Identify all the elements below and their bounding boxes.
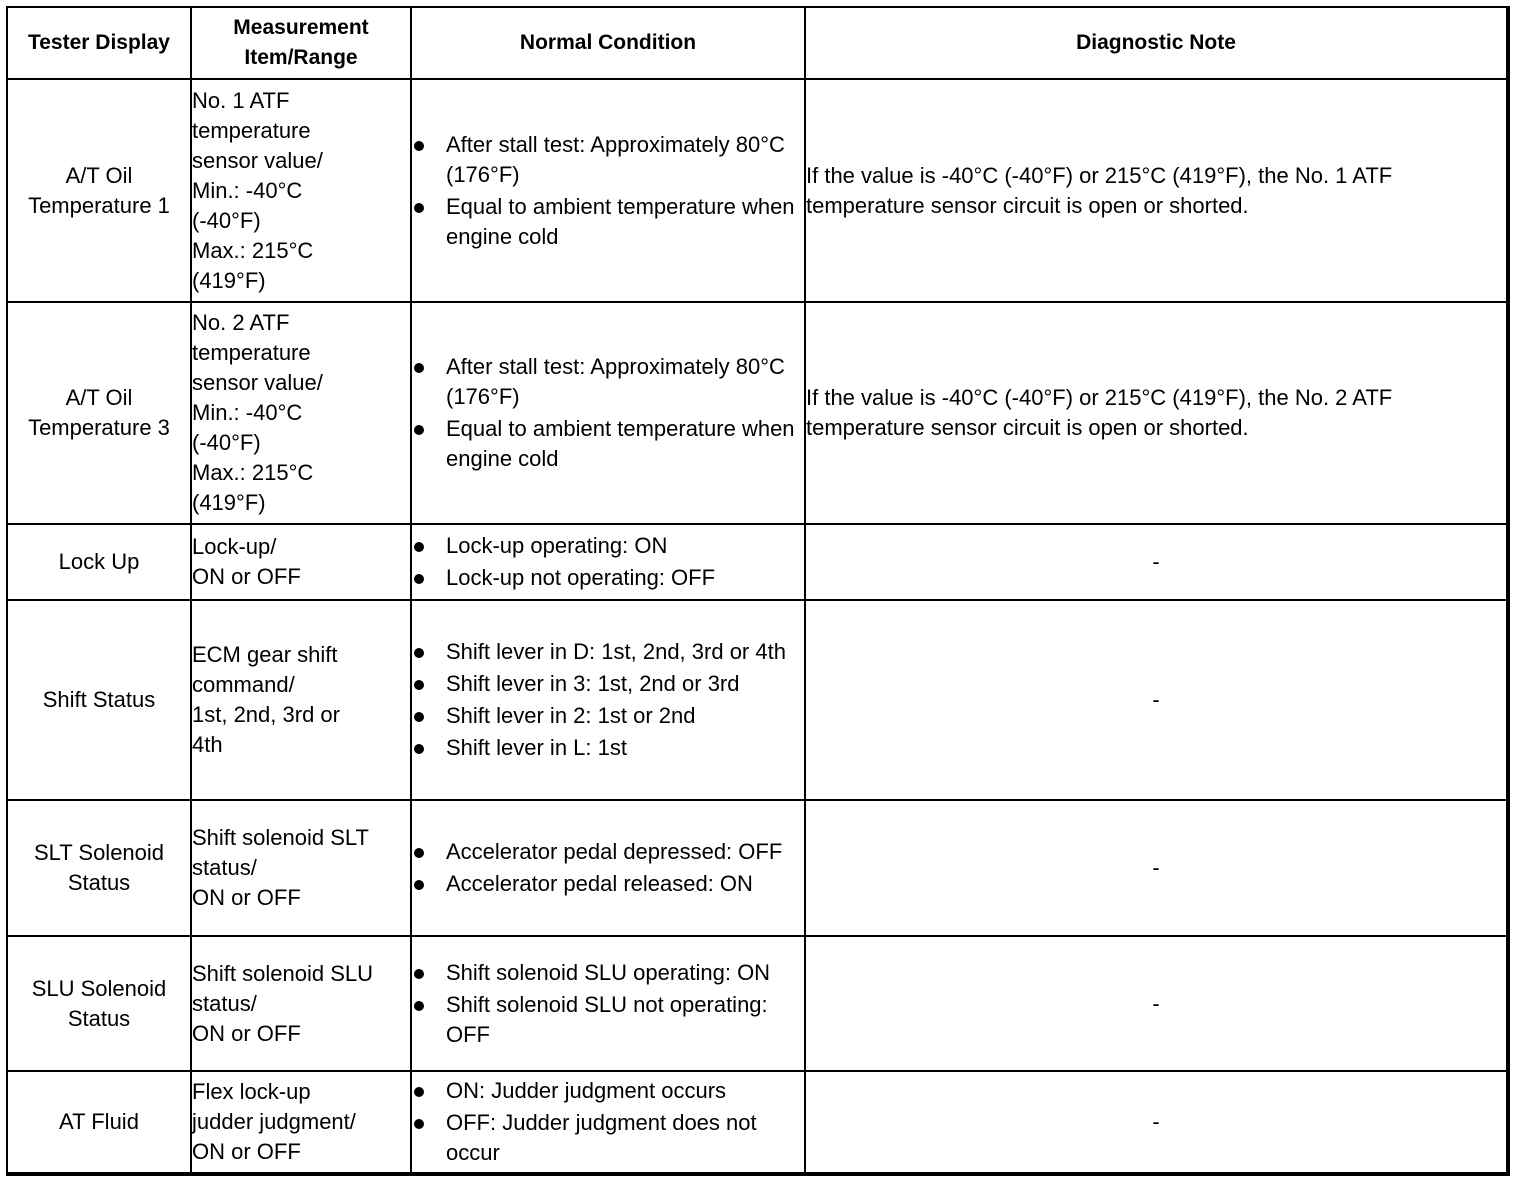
diagnostic-note-cell: - xyxy=(805,600,1508,800)
table-row xyxy=(7,79,1508,302)
table-row xyxy=(7,600,1508,800)
normal-condition-cell xyxy=(411,524,805,600)
table-body xyxy=(7,79,1508,1174)
diagnostic-note-cell: - xyxy=(805,1071,1508,1174)
header-measurement: Measurement Item/Range xyxy=(191,7,411,79)
table-row xyxy=(7,936,1508,1071)
diagnostic-data-table xyxy=(6,6,1510,1176)
table-row xyxy=(7,524,1508,600)
bullet-item: Shift lever in D: 1st, 2nd, 3rd or 4th xyxy=(412,637,804,667)
bullet-item: Accelerator pedal depressed: OFF xyxy=(412,837,804,867)
normal-condition-list xyxy=(412,531,804,593)
diagnostic-note-cell: If the value is -40°C (-40°F) or 215°C (419°F), the No. 2 ATF temperature sensor circuit is open or shorted. xyxy=(805,302,1508,524)
diagnostic-note-cell: - xyxy=(805,524,1508,600)
normal-condition-cell xyxy=(411,79,805,302)
tester-display-cell: AT Fluid xyxy=(7,1071,191,1174)
bullet-item: Shift lever in 2: 1st or 2nd xyxy=(412,701,804,731)
table-row xyxy=(7,800,1508,936)
diagnostic-note-cell: - xyxy=(805,936,1508,1071)
header-tester-display: Tester Display xyxy=(7,7,191,79)
normal-condition-cell xyxy=(411,1071,805,1174)
bullet-item: Lock-up operating: ON xyxy=(412,531,804,561)
tester-display-cell: A/T Oil Temperature 1 xyxy=(7,79,191,302)
bullet-item: Shift lever in L: 1st xyxy=(412,733,804,763)
table-row xyxy=(7,302,1508,524)
bullet-item: Lock-up not operating: OFF xyxy=(412,563,804,593)
header-diagnostic-note: Diagnostic Note xyxy=(805,7,1508,79)
normal-condition-cell xyxy=(411,302,805,524)
diagnostic-note-cell: If the value is -40°C (-40°F) or 215°C (419°F), the No. 1 ATF temperature sensor circuit is open or shorted. xyxy=(805,79,1508,302)
tester-display-cell: Shift Status xyxy=(7,600,191,800)
bullet-item: ON: Judder judgment occurs xyxy=(412,1076,804,1106)
bullet-item: Shift solenoid SLU operating: ON xyxy=(412,958,804,988)
normal-condition-list xyxy=(412,637,804,763)
measurement-cell: No. 2 ATF temperature sensor value/ Min.: -40°C (-40°F) Max.: 215°C (419°F) xyxy=(191,302,411,524)
header-normal-condition: Normal Condition xyxy=(411,7,805,79)
bullet-item: After stall test: Approximately 80°C (176°F) xyxy=(412,352,804,412)
bullet-item: Equal to ambient temperature when engine cold xyxy=(412,414,804,474)
tester-display-cell: SLT Solenoid Status xyxy=(7,800,191,936)
measurement-cell: No. 1 ATF temperature sensor value/ Min.: -40°C (-40°F) Max.: 215°C (419°F) xyxy=(191,79,411,302)
measurement-cell: Lock-up/ ON or OFF xyxy=(191,524,411,600)
header-row xyxy=(7,7,1508,79)
normal-condition-cell xyxy=(411,936,805,1071)
tester-display-cell: Lock Up xyxy=(7,524,191,600)
table-row xyxy=(7,1071,1508,1174)
measurement-cell: Shift solenoid SLU status/ ON or OFF xyxy=(191,936,411,1071)
bullet-item: Shift solenoid SLU not operating: OFF xyxy=(412,990,804,1050)
bullet-item: Accelerator pedal released: ON xyxy=(412,869,804,899)
diagnostic-note-cell: - xyxy=(805,800,1508,936)
measurement-cell: Shift solenoid SLT status/ ON or OFF xyxy=(191,800,411,936)
bullet-item: After stall test: Approximately 80°C (176°F) xyxy=(412,130,804,190)
normal-condition-cell xyxy=(411,800,805,936)
bullet-item: Equal to ambient temperature when engine cold xyxy=(412,192,804,252)
measurement-cell: Flex lock-up judder judgment/ ON or OFF xyxy=(191,1071,411,1174)
tester-display-cell: SLU Solenoid Status xyxy=(7,936,191,1071)
normal-condition-list xyxy=(412,958,804,1050)
normal-condition-list xyxy=(412,130,804,252)
normal-condition-list xyxy=(412,837,804,899)
tester-display-cell: A/T Oil Temperature 3 xyxy=(7,302,191,524)
normal-condition-cell xyxy=(411,600,805,800)
bullet-item: Shift lever in 3: 1st, 2nd or 3rd xyxy=(412,669,804,699)
normal-condition-list xyxy=(412,352,804,474)
measurement-cell: ECM gear shift command/ 1st, 2nd, 3rd or 4th xyxy=(191,600,411,800)
bullet-item: OFF: Judder judgment does not occur xyxy=(412,1108,804,1168)
normal-condition-list xyxy=(412,1076,804,1168)
